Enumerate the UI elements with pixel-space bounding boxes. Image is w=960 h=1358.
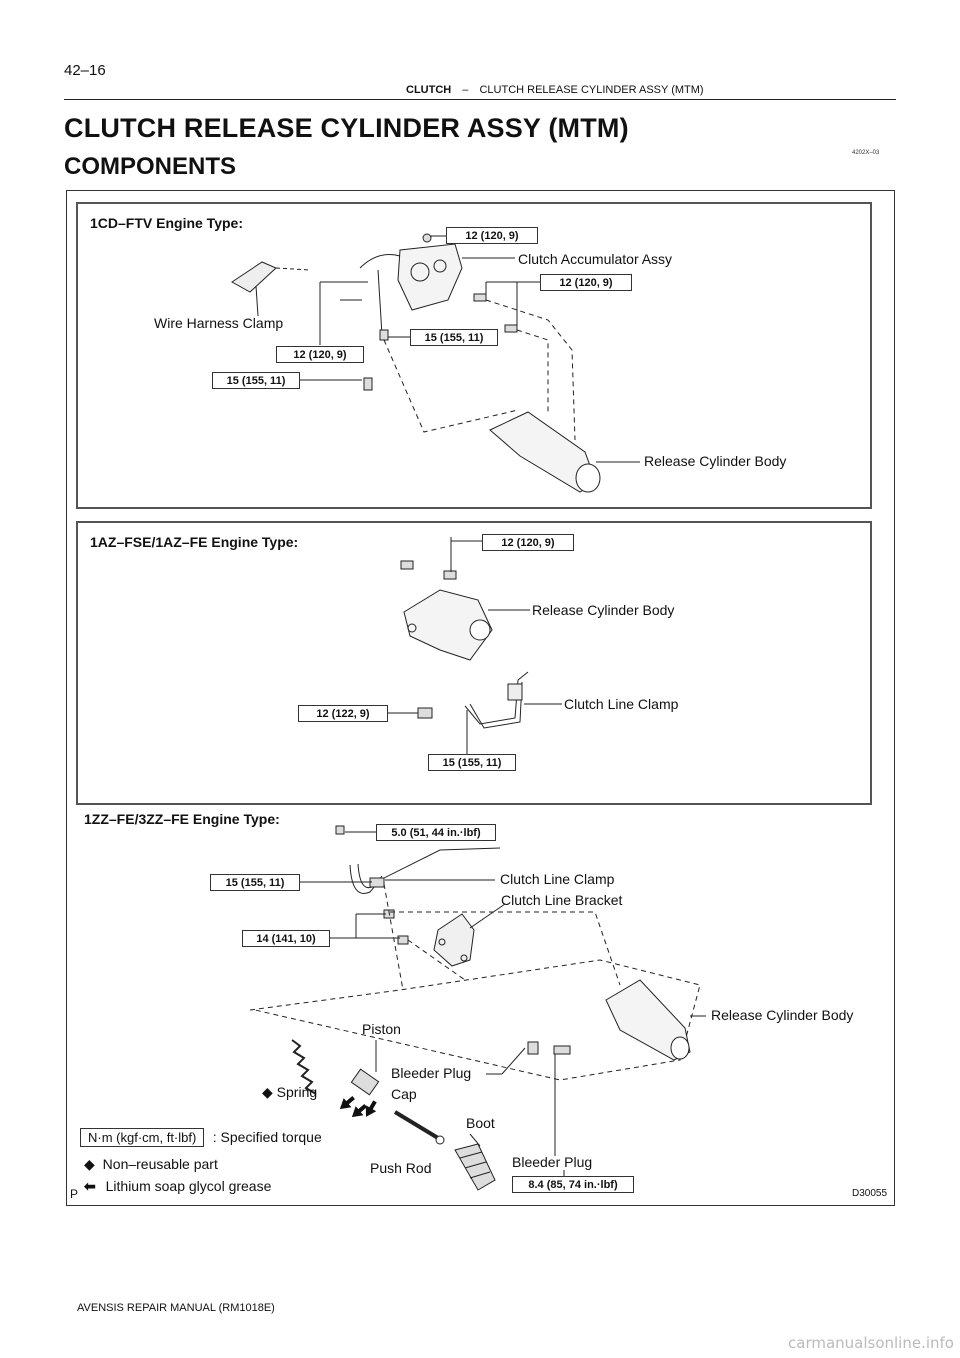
legend-grease-text: Lithium soap glycol grease (105, 1178, 272, 1194)
torque-spec: 12 (120, 9) (446, 227, 538, 244)
wire-harness-clamp-drawing (232, 262, 310, 292)
assembly-lines-1cd (384, 300, 575, 440)
clutch-line-clamp-label: Clutch Line Clamp (564, 696, 679, 712)
bleeder-plug-drawing (528, 1042, 570, 1054)
page-number: 42–16 (64, 62, 106, 79)
page-title: CLUTCH RELEASE CYLINDER ASSY (MTM) (64, 113, 629, 143)
bleeder-plug-label: Bleeder Plug (512, 1154, 593, 1170)
spring-label (262, 1084, 317, 1101)
push-rod-drawing (395, 1112, 444, 1144)
torque-spec: 8.4 (85, 74 in.·lbf) (512, 1176, 634, 1193)
cap-label: Cap (391, 1086, 417, 1102)
non-reusable-icon: ◆ (262, 1084, 273, 1100)
boot-drawing (455, 1144, 495, 1190)
section-subtitle: COMPONENTS (64, 153, 237, 180)
clutch-line-clamp-label: Clutch Line Clamp (500, 871, 615, 887)
panel-1az-title: 1AZ–FSE/1AZ–FE Engine Type: (90, 534, 299, 550)
spring-label-text: Spring (276, 1084, 318, 1100)
figure-id: D30055 (852, 1188, 888, 1199)
push-rod-label: Push Rod (370, 1160, 432, 1176)
torque-spec: 15 (155, 11) (210, 874, 300, 891)
torque-spec: 5.0 (51, 44 in.·lbf) (376, 824, 496, 841)
boot-label: Boot (466, 1115, 495, 1131)
release-cylinder-body-label: Release Cylinder Body (644, 453, 787, 469)
release-cylinder-body-label: Release Cylinder Body (532, 602, 675, 618)
torque-spec: 12 (120, 9) (482, 534, 574, 551)
release-cylinder-body-label: Release Cylinder Body (711, 1007, 854, 1023)
legend-grease (84, 1178, 271, 1195)
piston-label: Piston (362, 1021, 401, 1037)
bleeder-plug-cap-label: Bleeder Plug (391, 1065, 472, 1081)
section-name: CLUTCH (406, 84, 452, 96)
legend-nonreusable-text: Non–reusable part (102, 1156, 218, 1172)
grease-arrow-icon: ⬅ (84, 1178, 96, 1194)
wire-harness-clamp-label: Wire Harness Clamp (154, 315, 284, 331)
torque-spec: 15 (155, 11) (410, 329, 498, 346)
torque-spec: 12 (122, 9) (298, 705, 388, 722)
clutch-line-bracket-drawing (434, 914, 474, 966)
legend-torque (80, 1129, 322, 1147)
subsection-name: CLUTCH RELEASE CYLINDER ASSY (MTM) (479, 84, 704, 96)
legend-nonreusable (84, 1156, 218, 1173)
torque-spec: 15 (155, 11) (212, 372, 300, 389)
footer-manual: AVENSIS REPAIR MANUAL (RM1018E) (77, 1302, 275, 1314)
legend-torque-text: : Specified torque (212, 1129, 322, 1145)
panel-1cd-title: 1CD–FTV Engine Type: (90, 215, 243, 231)
doc-code: 4202X–03 (852, 150, 880, 156)
non-reusable-icon: ◆ (84, 1156, 95, 1172)
release-cylinder-body-3zz-drawing (606, 980, 690, 1060)
torque-spec: 14 (141, 10) (242, 930, 330, 947)
legend-torque-box: N·m (kgf·cm, ft·lbf) (80, 1128, 204, 1147)
clutch-line-1az-drawing (465, 672, 528, 728)
assembly-lines-3zz (250, 884, 700, 1080)
torque-spec: 12 (120, 9) (276, 346, 364, 363)
piston-drawing (351, 1069, 378, 1095)
clutch-accumulator-label: Clutch Accumulator Assy (518, 251, 673, 267)
section-separator: – (462, 84, 469, 96)
panel-1zz-title: 1ZZ–FE/3ZZ–FE Engine Type: (84, 811, 280, 827)
grease-arrows (336, 1093, 380, 1122)
torque-spec: 12 (120, 9) (540, 274, 632, 291)
clutch-line-3zz-drawing (336, 826, 500, 944)
clutch-line-bracket-label: Clutch Line Bracket (501, 892, 623, 908)
release-cylinder-body-1az-drawing (404, 590, 492, 660)
release-cylinder-body-1cd-drawing (490, 412, 600, 492)
torque-spec: 15 (155, 11) (428, 754, 516, 771)
clutch-accumulator-drawing (360, 234, 462, 335)
p-mark: P (70, 1187, 79, 1201)
watermark: carmanualsonline.info (788, 1334, 954, 1352)
